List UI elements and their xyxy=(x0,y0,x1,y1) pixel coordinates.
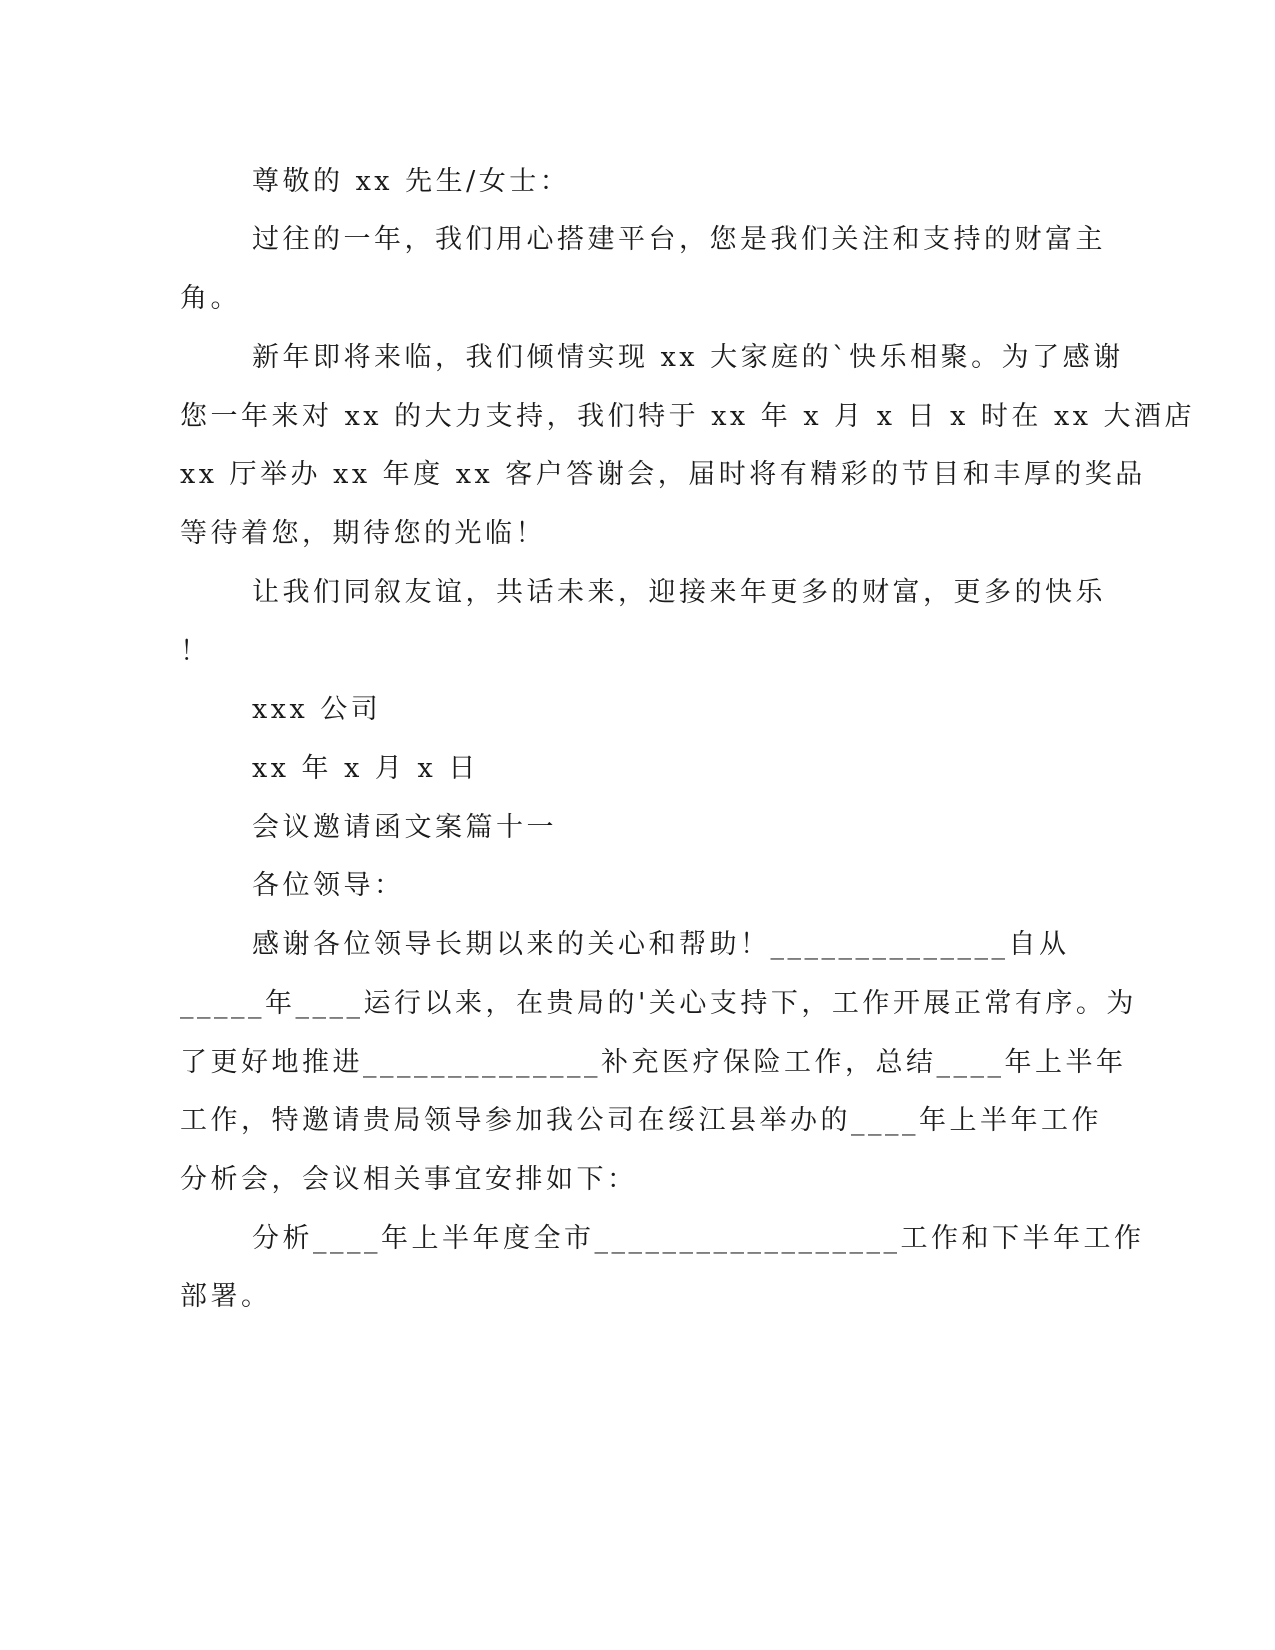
paragraph-line: 分析会，会议相关事宜安排如下： xyxy=(180,1164,638,1195)
paragraph-line: 您一年来对 xx 的大力支持，我们特于 xx 年 x 月 x 日 x 时在 xx 大酒店 xyxy=(180,401,1196,432)
salutation-line: 尊敬的 xx 先生/女士： xyxy=(252,166,571,197)
paragraph-line: 了更好地推进______________补充医疗保险工作，总结____年上半年 xyxy=(180,1047,1127,1078)
signature-date: xx 年 x 月 x 日 xyxy=(252,753,479,784)
paragraph-line: ！ xyxy=(180,636,211,667)
salutation-line: 各位领导： xyxy=(252,870,405,901)
paragraph-line: 分析____年上半年度全市__________________工作和下半年工作 xyxy=(252,1223,1145,1254)
paragraph-line: 部署。 xyxy=(180,1281,272,1312)
paragraph-line: 新年即将来临，我们倾情实现 xx 大家庭的`快乐相聚。为了感谢 xyxy=(252,342,1124,373)
paragraph-line: 感谢各位领导长期以来的关心和帮助！______________自从 xyxy=(252,929,1070,960)
paragraph-line: 角。 xyxy=(180,283,241,314)
section-title: 会议邀请函文案篇十一 xyxy=(252,812,557,843)
paragraph-line: 过往的一年，我们用心搭建平台，您是我们关注和支持的财富主 xyxy=(252,224,1106,255)
paragraph-line: 等待着您，期待您的光临！ xyxy=(180,518,546,549)
paragraph-line: 让我们同叙友谊，共话未来，迎接来年更多的财富，更多的快乐 xyxy=(252,577,1106,608)
paragraph-line: xx 厅举办 xx 年度 xx 客户答谢会，届时将有精彩的节目和丰厚的奖品 xyxy=(180,459,1146,490)
paragraph-line: 工作，特邀请贵局领导参加我公司在绥江县举办的____年上半年工作 xyxy=(180,1105,1102,1136)
signature-company: xxx 公司 xyxy=(252,694,382,725)
paragraph-line: _____年____运行以来，在贵局的'关心支持下，工作开展正常有序。为 xyxy=(180,988,1137,1019)
